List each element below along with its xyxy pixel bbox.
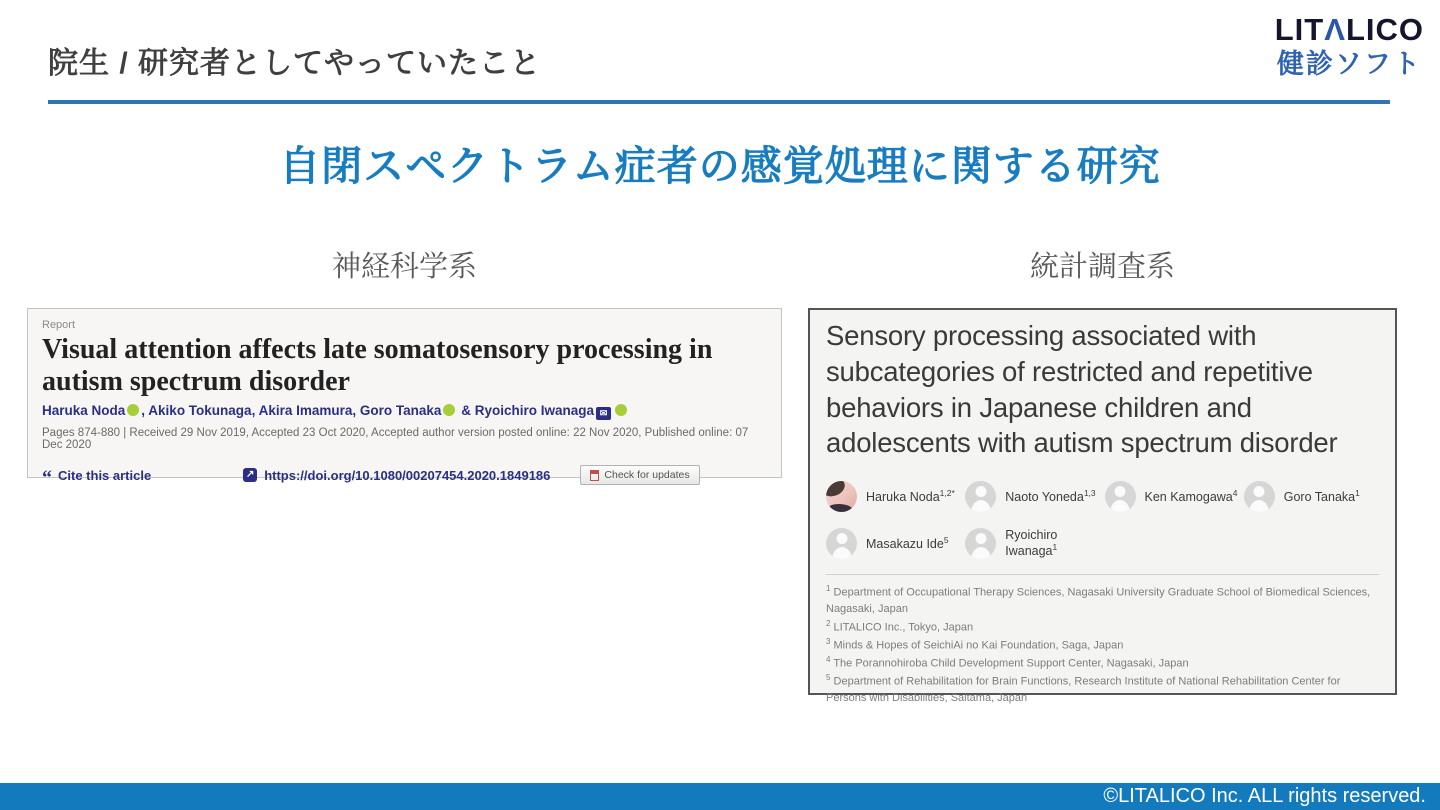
author-avatar-placeholder xyxy=(965,528,996,559)
column-label-neuroscience: 神経科学系 xyxy=(331,251,477,283)
author-item xyxy=(965,528,1100,559)
author-item xyxy=(1105,481,1240,512)
author-affil-sup: 1,2* xyxy=(939,488,955,499)
author-affil-sup: 4 xyxy=(1232,488,1238,499)
author-name: Masakazu Ide$^5$ xyxy=(866,535,949,552)
author-name: Goro Tanaka$^1$ xyxy=(1283,488,1360,505)
cite-this-article-link[interactable]: Cite this article xyxy=(58,467,152,483)
copyright-footer: ©LITALICO Inc. ALL rights reserved. xyxy=(0,783,1440,810)
author-affil-sup: 1 xyxy=(1052,542,1058,553)
article-actions-row xyxy=(42,465,767,490)
author-avatar-placeholder xyxy=(826,528,857,559)
page-title: 院生 / 研究者としてやっていたこと xyxy=(48,47,542,80)
author-avatar-placeholder xyxy=(1244,481,1275,512)
author-item xyxy=(826,528,961,559)
author-link[interactable]: Haruka Noda xyxy=(42,403,126,419)
author-avatar-placeholder xyxy=(965,481,996,512)
author-link[interactable]: Ryoichiro Iwanaga xyxy=(474,403,594,419)
author-separator: , xyxy=(251,403,259,419)
author-affil-sup: 1,3 xyxy=(1083,488,1096,499)
check-updates-label: Check for updates xyxy=(604,469,690,482)
author-avatar-photo xyxy=(826,481,857,512)
manuscript-title: Sensory processing associated with subcategories of restricted and repetitive behaviors in Japanese children and adolescents with autism spectrum disorder xyxy=(826,320,1338,459)
author-name: Ryoichiro Iwanaga$^1$ xyxy=(1005,528,1058,559)
author-item xyxy=(1244,481,1379,512)
paper-card-neuroscience xyxy=(27,308,782,490)
affiliation-item: $^1$ Department of Occupational Therapy Sciences, Nagasaki University Graduate School of Biomedical Sciences, Nagasaki, Japan xyxy=(826,584,1371,616)
check-updates-icon xyxy=(590,470,599,481)
affiliation-item: $^2$ LITALICO Inc., Tokyo, Japan xyxy=(826,618,974,634)
author-separator: , xyxy=(141,403,149,419)
author-avatar-placeholder xyxy=(1105,481,1136,512)
affiliation-item: $^5$ Department of Rehabilitation for Brain Functions, Research Institute of National Rehabilitation Center for Persons with Disabilities, Saitama, Japan xyxy=(826,673,1341,705)
logo-product-name: 健診ソフト xyxy=(1276,48,1422,79)
orcid-icon[interactable] xyxy=(615,404,627,416)
author-separator: & xyxy=(457,403,475,419)
research-heading: 自閉スペクトラム症者の感覚処理に関する研究 xyxy=(279,143,1161,189)
affiliation-item: $^4$ The Porannohiroba Child Development Support Center, Nagasaki, Japan xyxy=(826,654,1189,670)
litalico-wordmark xyxy=(1275,14,1424,47)
author-link[interactable]: Akira Imamura xyxy=(258,403,353,419)
email-icon[interactable]: ✉ xyxy=(596,407,611,420)
doi-group xyxy=(243,468,550,483)
author-item xyxy=(965,481,1100,512)
article-type-label: Report xyxy=(42,319,76,331)
author-separator: , xyxy=(352,403,360,419)
doi-link-icon: ↗ xyxy=(243,468,257,482)
author-name: Naoto Yoneda$^{1,3}$ xyxy=(1005,488,1096,505)
column-label-statistics: 統計調査系 xyxy=(1029,251,1175,283)
author-name: Haruka Noda$^{1,2*}$ xyxy=(866,488,955,505)
person-icon: Λ xyxy=(1324,12,1346,47)
title-underline xyxy=(48,100,1390,104)
orcid-icon[interactable] xyxy=(127,404,139,416)
author-affil-sup: 5 xyxy=(943,535,949,546)
article-meta: Pages 874-880 | Received 29 Nov 2019, Accepted 23 Oct 2020, Accepted author version posted online: 22 Nov 2020, Published online: 07 Dec 2020 xyxy=(42,427,749,452)
author-name: Ken Kamogawa$^4$ xyxy=(1144,488,1238,505)
check-for-updates-button[interactable] xyxy=(580,465,699,485)
affiliations-list xyxy=(826,574,1379,707)
author-item xyxy=(826,481,961,512)
affiliation-item: $^3$ Minds & Hopes of SeichiAi no Kai Foundation, Saga, Japan xyxy=(826,636,1124,652)
paper-card-statistics xyxy=(808,308,1397,705)
article-title: Visual attention affects late somatosensory processing in autism spectrum disorder xyxy=(42,334,713,397)
orcid-icon[interactable] xyxy=(443,404,455,416)
author-link[interactable]: Akiko Tokunaga xyxy=(148,403,252,419)
article-authors xyxy=(42,403,767,420)
logo-text-pre: LIT xyxy=(1274,12,1325,47)
author-affil-sup: 1 xyxy=(1355,488,1360,499)
litalico-logo xyxy=(1275,14,1424,78)
author-link[interactable]: Goro Tanaka xyxy=(359,403,442,419)
logo-text-post: LICO xyxy=(1345,12,1424,47)
manuscript-authors xyxy=(826,481,1379,559)
doi-link[interactable]: https://doi.org/10.1080/00207454.2020.1849186 xyxy=(264,467,551,483)
cite-quote-icon: “ xyxy=(42,467,52,490)
